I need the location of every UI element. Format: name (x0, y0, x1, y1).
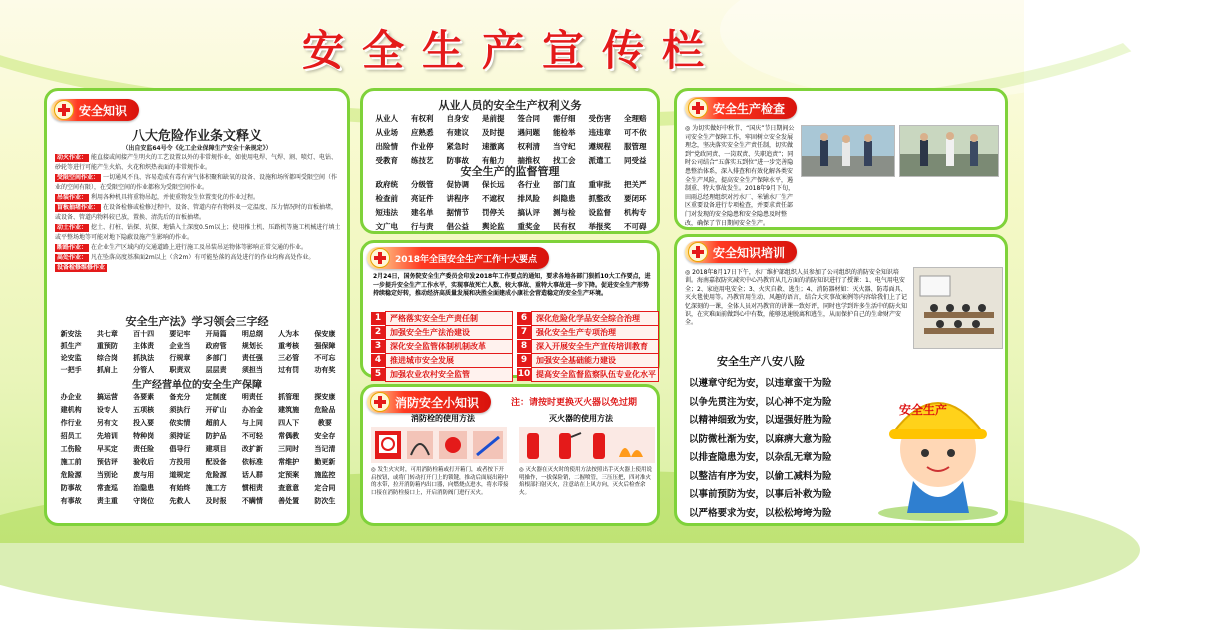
verse-cell: 是前提 (482, 114, 505, 123)
verse-cell: 须执行 (169, 406, 191, 414)
risk-item: 以排查隐患为安，以杂乱无章为险 (689, 452, 832, 463)
verse-cell: 紧急时 (446, 142, 469, 151)
verse-cell: 依标准 (241, 458, 263, 466)
hazard-work-label: 吊装作业： (57, 194, 88, 201)
verse-cell: 遵规程 (588, 142, 611, 151)
key-point-text: 深化危险化学品安全综合治理 (531, 311, 659, 326)
verse-cell: 行规章 (169, 354, 191, 362)
verse-cell: 层层责 (205, 366, 227, 374)
verse-cell: 权利清 (517, 142, 540, 151)
verse-cell: 不遮权 (482, 194, 505, 203)
verse-cell: 舆论监 (482, 222, 505, 231)
verse-cell: 有始终 (169, 484, 191, 492)
hazard-work-text: 能直接或间接产生明火的工艺设置以外的非常规作业，如使用电焊、气焊、割、喷灯、电钻、砂轮等进行可能产生火焰、火花和炽热表面的非常规作业。 (55, 154, 338, 171)
verse-cell: 过有罚 (278, 366, 300, 374)
verse-cell: 建筑施 (278, 406, 300, 414)
verse-cell: 投入要 (133, 419, 155, 427)
verse-cell: 明总纲 (241, 330, 263, 338)
verse-cell: 开矿山 (205, 406, 227, 414)
verse-cell: 从业人 (375, 114, 398, 123)
key-point-number: 6 (517, 312, 531, 325)
verse-cell: 五项核 (133, 406, 155, 414)
verse-cell: 预估评 (96, 458, 118, 466)
key-point-item (517, 339, 659, 354)
verse-cell: 受教育 (375, 156, 398, 165)
verse-cell: 常维护 (278, 458, 300, 466)
verse-cell: 不可轻 (241, 432, 263, 440)
verse-cell: 治隐患 (133, 484, 155, 492)
verse-cell: 防事故 (60, 484, 82, 492)
inspection-photo-2 (899, 125, 999, 177)
verse-cell: 定预案 (278, 471, 300, 479)
key-point-text: 加强安全基础能力建设 (531, 353, 659, 368)
verse-cell: 有建议 (446, 128, 469, 137)
hazard-work-label: 动火作业： (57, 154, 88, 161)
verse-cell: 及时报 (205, 497, 227, 505)
verse-cell: 功有奖 (314, 366, 336, 374)
verse-cell: 惯相责 (241, 484, 263, 492)
safety-knowledge-badge: 安全知识 (51, 99, 139, 121)
key-point-number: 4 (371, 354, 385, 367)
verse-cell: 依实情 (169, 419, 191, 427)
verse-cell: 派遣工 (588, 156, 611, 165)
verse-cell: 防次生 (314, 497, 336, 505)
safety-inspection-badge: 安全生产检查 (685, 97, 797, 119)
hazard-work-item (55, 243, 341, 253)
verse-cell: 探安康 (314, 393, 336, 401)
verse-cell: 三必管 (278, 354, 300, 362)
verse-cell: 常查巡 (96, 484, 118, 492)
hazard-work-text: 利用各种机具将重物吊起，并使重物发生位置变化的作业过程。 (91, 194, 260, 201)
verse-cell: 重考核 (278, 342, 300, 350)
key-point-number: 7 (517, 326, 531, 339)
verse-cell: 作行业 (60, 419, 82, 427)
verse-cell: 不可碍 (624, 222, 647, 231)
safety-mascot-illustration (873, 363, 1003, 519)
verse-cell: 全理赔 (624, 114, 647, 123)
verse-cell: 早买定 (96, 445, 118, 453)
hazard-work-item (55, 263, 341, 273)
verse-cell: 同受益 (624, 156, 647, 165)
verse-cell: 共七章 (96, 330, 118, 338)
key-point-number: 5 (371, 368, 385, 381)
verse-cell: 签合同 (517, 114, 540, 123)
verse-cell: 定合同 (314, 484, 336, 492)
verse-cell: 速撤离 (482, 142, 505, 151)
verse-cell: 危险品 (314, 406, 336, 414)
verse-cell: 服管理 (624, 142, 647, 151)
verse-cell: 配设备 (205, 458, 227, 466)
verse-cell: 当守纪 (553, 142, 576, 151)
key-points-panel (360, 240, 660, 378)
verse-cell: 罚停关 (482, 208, 505, 217)
verse-cell: 定制度 (205, 393, 227, 401)
hazard-work-item (55, 153, 341, 173)
key-point-number: 8 (517, 340, 531, 353)
verse-cell: 危险源 (205, 471, 227, 479)
verse-cell: 各要素 (133, 393, 155, 401)
supervision-heading: 安全生产的监督管理 (460, 165, 560, 178)
verse-cell: 要闭环 (624, 194, 647, 203)
page-title: 安全生产宣传栏 (301, 26, 722, 75)
verse-cell: 找工会 (553, 156, 576, 165)
verse-cell: 办企业 (60, 393, 82, 401)
verse-cell: 行与责 (411, 222, 434, 231)
verse-cell: 抓执法 (133, 354, 155, 362)
verse-cell: 守岗位 (133, 497, 155, 505)
verse-cell: 重奖金 (517, 222, 540, 231)
verse-cell: 与上同 (241, 419, 263, 427)
verse-cell: 先培训 (96, 432, 118, 440)
hazard-work-item (55, 253, 341, 263)
key-point-item (371, 325, 513, 340)
verse-cell: 抓肩上 (96, 366, 118, 374)
verse-cell: 分管人 (133, 366, 155, 374)
key-point-number: 3 (371, 340, 385, 353)
verse-cell: 危险源 (60, 471, 82, 479)
verse-cell: 施工方 (205, 484, 227, 492)
key-points-badge: 2018年全国安全生产工作十大要点 (367, 247, 549, 269)
verse-cell: 建机构 (60, 406, 82, 414)
hazard-work-item (55, 203, 341, 223)
verse-cell: 练技艺 (411, 156, 434, 165)
verse-cell: 纠隐患 (553, 194, 576, 203)
key-point-item (517, 325, 659, 340)
verse-cell: 部门直 (553, 180, 576, 189)
verse-cell: 排风险 (517, 194, 540, 203)
verse-cell: 检查前 (375, 194, 398, 203)
verse-cell: 据情节 (446, 208, 469, 217)
safety-cross-icon (370, 248, 390, 268)
verse-cell: 三同时 (278, 445, 300, 453)
key-point-item (371, 353, 513, 368)
verse-cell: 废与用 (133, 471, 155, 479)
verse-cell: 举报奖 (588, 222, 611, 231)
verse-cell: 善处置 (278, 497, 300, 505)
verse-cell: 保安康 (314, 330, 336, 338)
verse-cell: 不可忘 (314, 354, 336, 362)
verse-cell: 施工前 (60, 458, 82, 466)
training-photo (913, 267, 1003, 349)
verse-cell: 搞运营 (96, 393, 118, 401)
hydrant-instructions: ◎ 发生火灾时，可用消防栓箱或打开箱门，或者按下开启按钮，或将门转动打开门上的锁键，推动后面展出箱中的水带，拉开消防箱内出口器，向燃烧点进水，将水带接口接在消防栓接口上，开启消防阀门进行灭火。 (371, 467, 509, 496)
safety-cross-icon (688, 242, 708, 262)
verse-cell: 超前人 (205, 419, 227, 427)
verse-cell: 倡导行 (169, 445, 191, 453)
verse-cell: 验收后 (133, 458, 155, 466)
key-point-number: 9 (517, 354, 531, 367)
verse-cell: 从业场 (375, 128, 398, 137)
verse-cell: 可不依 (624, 128, 647, 137)
verse-cell: 短违法 (375, 208, 398, 217)
verse-cell: 讲程序 (446, 194, 469, 203)
guarantee-verse-grid (53, 392, 343, 506)
safety-training-panel (674, 234, 1008, 526)
hazard-work-text: 在企业生产区域内的交通道路上进行施工及吊装吊运物体等影响正常交通的作业。 (91, 244, 308, 251)
verse-cell: 自身安 (446, 114, 469, 123)
verse-cell: 责主重 (96, 497, 118, 505)
verse-cell: 主体责 (133, 342, 155, 350)
verse-cell: 一把手 (60, 366, 82, 374)
verse-cell: 亮证件 (411, 194, 434, 203)
key-point-text: 推进城市安全发展 (385, 353, 513, 368)
verse-cell: 违违章 (588, 128, 611, 137)
key-point-item (517, 367, 659, 382)
risk-item: 以遵章守纪为安，以违章蛮干为险 (689, 378, 832, 389)
verse-cell: 促协调 (446, 180, 469, 189)
extinguisher-steps-illustration (519, 427, 655, 463)
hazard-work-text: 一切通风不良、容易造成有毒有害气体积聚和缺氧的设备、设施和场所都叫受限空间（作业的空间有限），在受限空间的作业都称为受限空间作业。 (55, 174, 338, 191)
verse-cell: 须持证 (169, 432, 191, 440)
verse-cell: 另有文 (96, 419, 118, 427)
verse-cell: 论安监 (60, 354, 82, 362)
verse-cell: 备充分 (169, 393, 191, 401)
inspection-text-intro: ◎ 为切实做好中秋节、“国庆”节日期间公司安全生产保障工作，牢固树立安全发展理念，坚决落实安全生产责任制，切实做到“党政同责、一岗双责、失职追责”；同时公司结合“五落实五到位”进一步完善隐患整治体系，深入排查和有效化解各类安全生产风险，提高安全生产保障水平，遏制重、特大事故发生。2018年9月下旬，田雨总经理组织对污水厂、米铺水厂生产区重要设备进行专项检查，并要求责任部门对发现的安全隐患和安全隐患及时整改，确保了节日期间安全生产。 (685, 125, 795, 227)
verse-cell: 强保障 (314, 342, 336, 350)
key-points-intro: 2月24日，国务院安全生产委员会印发2018年工作要点的通知，要求各地各部门狠抓10大工作要点，进一步提升安全生产工作水平，实现事故死亡人数、较大事故、重特大事故进一步下降。促进安全生产形势持续稳定好转，推动经济高质量发展和决胜全面建成小康社会营造稳定的安全生产环境。 (373, 273, 651, 297)
verse-cell: 当记清 (314, 445, 336, 453)
verse-cell: 能检举 (553, 128, 576, 137)
key-point-text: 强化安全生产专项治理 (531, 325, 659, 340)
safety-inspection-panel (674, 88, 1008, 230)
verse-cell: 倡公益 (446, 222, 469, 231)
hazard-work-label: 动土作业： (57, 224, 88, 231)
verse-cell: 需仔细 (553, 114, 576, 123)
fire-safety-panel (360, 384, 660, 526)
verse-cell: 百十四 (133, 330, 155, 338)
key-point-text: 加强农业农村安全监管 (385, 367, 513, 382)
risk-item: 以事前预防为安，以事后补救为险 (689, 489, 832, 500)
verse-cell: 把关严 (624, 180, 647, 189)
verse-cell: 常偶教 (278, 432, 300, 440)
verse-cell: 抓整改 (588, 194, 611, 203)
verse-cell: 防护品 (205, 432, 227, 440)
mascot-helmet-label: 安全生产 (899, 403, 948, 417)
verse-cell: 道规定 (169, 471, 191, 479)
verse-cell: 招员工 (60, 432, 82, 440)
key-point-text: 深化安全监管体制机制改革 (385, 339, 513, 354)
key-point-item (517, 311, 659, 326)
hazard-work-heading: 八大危险作业条文释义 (131, 129, 262, 144)
risk-heading: 安全生产八安八险 (717, 355, 805, 368)
verse-cell: 明责任 (241, 393, 263, 401)
supervision-verse-grid (369, 179, 653, 232)
guarantee-heading: 生产经营单位的安全生产保障 (132, 380, 262, 391)
verse-cell: 分级管 (411, 180, 434, 189)
extinguisher-title: 灭火器的使用方法 (549, 414, 613, 423)
verse-cell: 揣推权 (517, 156, 540, 165)
hazard-work-text: 凡在坠落高度基准面2m以上（含2m）有可能坠落的高处进行的作业均称高处作业。 (91, 254, 315, 261)
hazard-work-list (55, 153, 341, 313)
risk-item: 以严格要求为安，以松松垮垮为险 (689, 507, 832, 519)
risk-item: 以精神细致为安，以逞强好胜为险 (689, 415, 832, 426)
verse-cell: 防事故 (446, 156, 469, 165)
verse-cell: 人为本 (278, 330, 300, 338)
verse-cell: 有事故 (60, 497, 82, 505)
verse-cell: 先救人 (169, 497, 191, 505)
verse-cell: 有权利 (411, 114, 434, 123)
hydrant-title: 消防栓的使用方法 (411, 414, 475, 423)
safety-cross-icon (370, 392, 390, 412)
extinguisher-instructions: ◎ 灭火器在灭火时的使用方法按照出手灭火器上使用说明操作，一拔保险销，二握喷管，三压压把，四对准火焰根部扫射灭火，注意站在上风方向，灭火后检查余火。 (519, 467, 653, 496)
verse-cell: 开局篇 (205, 330, 227, 338)
verse-cell: 设专人 (96, 406, 118, 414)
verse-cell: 职责双 (169, 366, 191, 374)
verse-cell: 文广电 (375, 222, 398, 231)
verse-cell: 政府统 (375, 180, 398, 189)
safety-training-badge: 安全知识培训 (685, 241, 797, 263)
key-point-item (517, 353, 659, 368)
verse-cell: 作业停 (411, 142, 434, 151)
key-point-number: 1 (371, 312, 385, 325)
key-point-item (371, 339, 513, 354)
safety-cross-icon (54, 100, 74, 120)
hazard-work-label: 受限空间作业： (57, 174, 100, 181)
risk-item: 以整洁有序为安，以偷工减料为险 (689, 470, 832, 482)
law-heading: 安全生产法》学习领会三字经 (125, 315, 269, 328)
hazard-work-text: 挖土、打桩、钻探、坑探、地锚入土深度0.5m以上；使用推土机、压路机等施工机械进行填土或平整场地等可能对地下隐蔽设施产生影响的作业。 (55, 224, 341, 241)
verse-cell: 话人群 (241, 471, 263, 479)
key-point-number: 2 (371, 326, 385, 339)
verse-cell: 重预防 (96, 342, 118, 350)
verse-cell: 多部门 (205, 354, 227, 362)
hazard-work-item (55, 193, 341, 203)
fire-notice: 注：请按时更换灭火器以免过期 (511, 398, 638, 408)
verse-cell: 保长远 (482, 180, 505, 189)
hazard-work-item (55, 173, 341, 193)
verse-cell: 建项目 (205, 445, 227, 453)
hazard-work-label: 高处作业： (57, 254, 88, 261)
verse-cell: 企业当 (169, 342, 191, 350)
verse-cell: 规划长 (241, 342, 263, 350)
verse-cell: 各行业 (517, 180, 540, 189)
key-point-number: 10 (517, 369, 531, 379)
training-text: ◎ 2018年8月17日下午，水厂维护部组织人员参加了公司组织的消防安全知识培训。海南嘉叙防灾减灾中心冯教官从几方面的消防知识进行了授课：1、电气用电安全；2、家庭用电安全；3、火灾自救、逃生；4、消防器材如：灭火器、防毒面具、灭火毯使用等。冯教官用生动、风趣的语言，结合大灾事故案例等内容给我们上了记忆深刻的一课，全体人员对冯教官的讲课一致好评，同时也学到许多生活中的防火知识，在灾难面前做到心中有数，能够迅速脱离和逃生，从而保护自己的生命财产安全。 (685, 269, 908, 327)
key-point-item (371, 367, 513, 382)
verse-cell: 民有权 (553, 222, 576, 231)
rights-panel (360, 88, 660, 234)
verse-cell: 要记牢 (169, 330, 191, 338)
risk-item: 以争先贯注为安，以心神不定为险 (689, 396, 832, 408)
verse-cell: 遇问题 (517, 128, 540, 137)
rights-verse-grid (369, 113, 653, 166)
verse-cell: 安全存 (314, 432, 336, 440)
verse-cell: 设监督 (588, 208, 611, 217)
verse-cell: 新安法 (60, 330, 82, 338)
verse-cell: 办冶金 (241, 406, 263, 414)
verse-cell: 勤更新 (314, 458, 336, 466)
verse-cell: 工伤险 (60, 445, 82, 453)
verse-cell: 须担当 (241, 366, 263, 374)
law-verse-grid (53, 329, 343, 375)
verse-cell: 出险情 (375, 142, 398, 151)
key-point-item (371, 311, 513, 326)
inspection-photo-1 (801, 125, 895, 177)
key-point-text: 深入开展安全生产宣传培训教育 (531, 339, 659, 354)
hazard-work-label: 盲板抽堵作业： (57, 204, 100, 211)
key-point-text: 严格落实安全生产责任制 (385, 311, 513, 326)
safety-knowledge-panel (44, 88, 350, 526)
rights-heading: 从业人员的安全生产权利义务 (438, 99, 582, 112)
hazard-work-subheading: （出自安监64号令《化工企业保障生产安全十条规定》） (122, 145, 272, 152)
verse-cell: 查意意 (278, 484, 300, 492)
hazard-work-label: 设备检修维修作业 (57, 264, 106, 271)
key-point-text: 加强安全生产法治建设 (385, 325, 513, 340)
verse-cell: 政府管 (205, 342, 227, 350)
verse-cell: 特种岗 (133, 432, 155, 440)
verse-cell: 教要 (317, 419, 332, 427)
verse-cell: 当别论 (96, 471, 118, 479)
verse-cell: 综合岗 (96, 354, 118, 362)
verse-cell: 四人下 (278, 419, 300, 427)
key-point-text: 提高安全监督监察队伍专业化水平 (531, 367, 659, 382)
verse-cell: 责任险 (133, 445, 155, 453)
hazard-work-text: 在设备检修或检修过程中，设备、管道内存有物料及一定温度、压力情况时的盲板抽堵，或设备、管道内物料较已放，置换、清洗后的盲板抽堵。 (55, 204, 338, 221)
verse-cell: 测与检 (553, 208, 576, 217)
verse-cell: 建名单 (411, 208, 434, 217)
verse-cell: 抓管理 (278, 393, 300, 401)
verse-cell: 抓生产 (60, 342, 82, 350)
fire-safety-badge: 消防安全小知识 (367, 391, 491, 413)
risk-item: 以防微杜渐为安，以麻痹大意为险 (689, 433, 832, 445)
verse-cell: 不瞒情 (241, 497, 263, 505)
hazard-work-item (55, 223, 341, 243)
verse-cell: 应熟悉 (411, 128, 434, 137)
verse-cell: 改扩新 (241, 445, 263, 453)
verse-cell: 及时提 (482, 128, 505, 137)
verse-cell: 施监控 (314, 471, 336, 479)
verse-cell: 机构专 (624, 208, 647, 217)
verse-cell: 搞认评 (517, 208, 540, 217)
verse-cell: 重审批 (588, 180, 611, 189)
hazard-work-label: 断路作业： (57, 244, 88, 251)
hydrant-steps-illustration (371, 427, 507, 463)
verse-cell: 有船力 (482, 156, 505, 165)
safety-cross-icon (688, 98, 708, 118)
verse-cell: 方投用 (169, 458, 191, 466)
verse-cell: 受伤害 (588, 114, 611, 123)
verse-cell: 责任强 (241, 354, 263, 362)
